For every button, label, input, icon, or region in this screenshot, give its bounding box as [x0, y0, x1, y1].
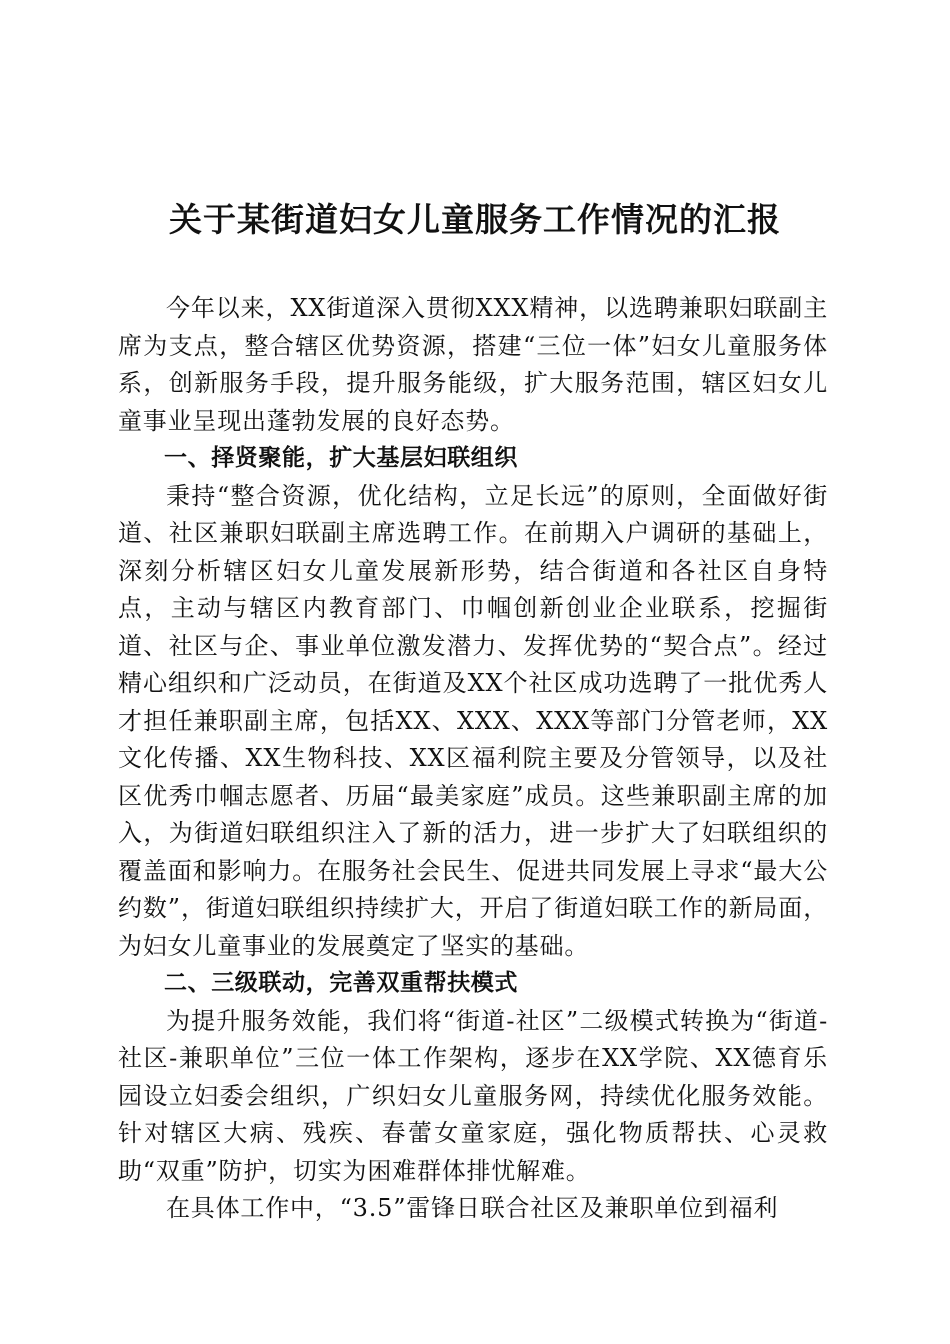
section-2-paragraph-continued: 在具体工作中，“3.5”雷锋日联合社区及兼职单位到福利	[166, 1194, 779, 1222]
intro-paragraph: 今年以来，XX街道深入贯彻XXX精神，以选聘兼职妇联副主席为支点，整合辖区优势资源，搭建“三位一体”妇女儿童服务体系，创新服务手段，提升服务能级，扩大服务范围，辖区妇女儿童事业呈现出蓬勃发展的良好态势。	[118, 294, 828, 435]
section-2-paragraph: 为提升服务效能，我们将“街道-社区”二级模式转换为“街道-社区-兼职单位”三位一体工作架构，逐步在XX学院、XX德育乐园设立妇委会组织，广织妇女儿童服务网，持续优化服务效能。针对辖区大病、残疾、春蕾女童家庭，强化物质帮扶、心灵救助“双重”防护，切实为困难群体排忧解难。	[118, 1006, 828, 1185]
section-heading-1: 一、择贤聚能，扩大基层妇联组织	[164, 445, 518, 471]
section-1-paragraph: 秉持“整合资源，优化结构，立足长远”的原则，全面做好街道、社区兼职妇联副主席选聘工作。在前期入户调研的基础上，深刻分析辖区妇女儿童发展新形势，结合街道和各社区自身特点，主动与辖区内教育部门、巾帼创新创业企业联系，挖掘街道、社区与企、事业单位激发潜力、发挥优势的“契合点”。经过精心组织和广泛动员，在街道及XX个社区成功选聘了一批优秀人才担任兼职副主席，包括XX、XXX、XXX等部门分管老师，XX文化传播、XX生物科技、XX区福利院主要及分管领导，以及社区优秀巾帼志愿者、历届“最美家庭”成员。这些兼职副主席的加入，为街道妇联组织注入了新的活力，进一步扩大了妇联组织的覆盖面和影响力。在服务社会民生、促进共同发展上寻求“最大公约数”，街道妇联组织持续扩大，开启了街道妇联工作的新局面，为妇女儿童事业的发展奠定了坚实的基础。	[118, 481, 828, 960]
document-title: 关于某街道妇女儿童服务工作情况的汇报	[169, 200, 781, 239]
section-heading-2: 二、三级联动，完善双重帮扶模式	[164, 970, 518, 996]
document-body	[118, 290, 828, 1228]
